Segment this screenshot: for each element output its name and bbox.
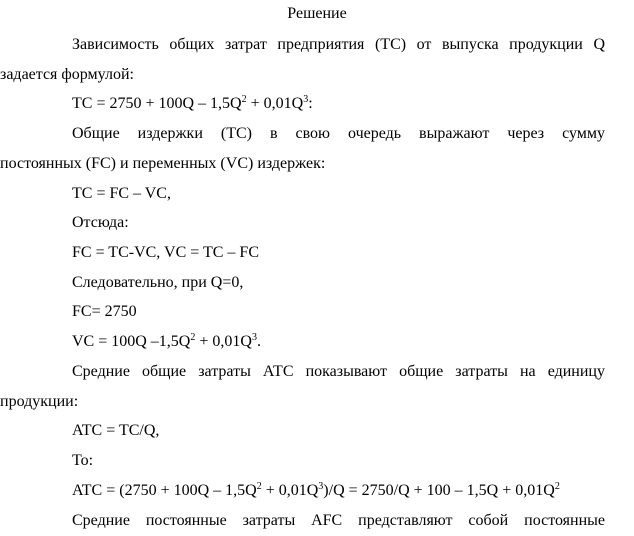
paragraph-1-text-1: Зависимость общих затрат предприятия (ТС) от выпуска продукции Q — [72, 36, 605, 53]
paragraph-3-line-2: продукции: — [0, 393, 79, 410]
paragraph-1-line-2: задается формулой: — [0, 66, 134, 83]
formula-fc-value: FC= 2750 — [72, 303, 137, 320]
formula-tc: ТС = $2750 + 100Q - 1,5Q^2 + 0,01Q^3$: — [72, 94, 313, 112]
paragraph-2-line-1 — [0, 124, 634, 144]
formula-tc-sum: TC = FC – VC, — [72, 185, 171, 202]
paragraph-3-line-1 — [0, 362, 634, 382]
text-to: То: — [72, 452, 94, 469]
formula-atc: ATC = TC/Q, — [72, 422, 160, 439]
formula-atc-expanded: ATC = $(2750 + 100Q - 1,5Q^2 + 0,01Q^3)/Q = 2750/Q + 100 - 1,5Q + 0,01Q^2$ — [72, 481, 560, 499]
paragraph-2-line-2: постоянных (FC) и переменных (VC) издержек: — [0, 155, 326, 172]
text-otsyuda: Отсюда: — [72, 214, 129, 231]
paragraph-1-line-1 — [0, 35, 634, 55]
paragraph-4-line-1 — [0, 511, 634, 531]
formula-fc-vc: FC = TC-VC, VC = TC – FC — [72, 244, 259, 261]
formula-vc: VC = 100Q $-1,5Q^2 + 0,01Q^3$. — [72, 332, 261, 350]
heading: Решение — [287, 5, 347, 22]
paragraph-2-text-1: Общие издержки (ТС) в свою очередь выражают через сумму — [72, 125, 605, 142]
text-q-zero: Следовательно, при Q=0, — [72, 274, 244, 291]
paragraph-3-text-1: Средние общие затраты АТС показывают общие затраты на единицу — [72, 363, 605, 380]
paragraph-4-text-1: Средние постоянные затраты AFC представляют собой постоянные — [72, 512, 605, 529]
